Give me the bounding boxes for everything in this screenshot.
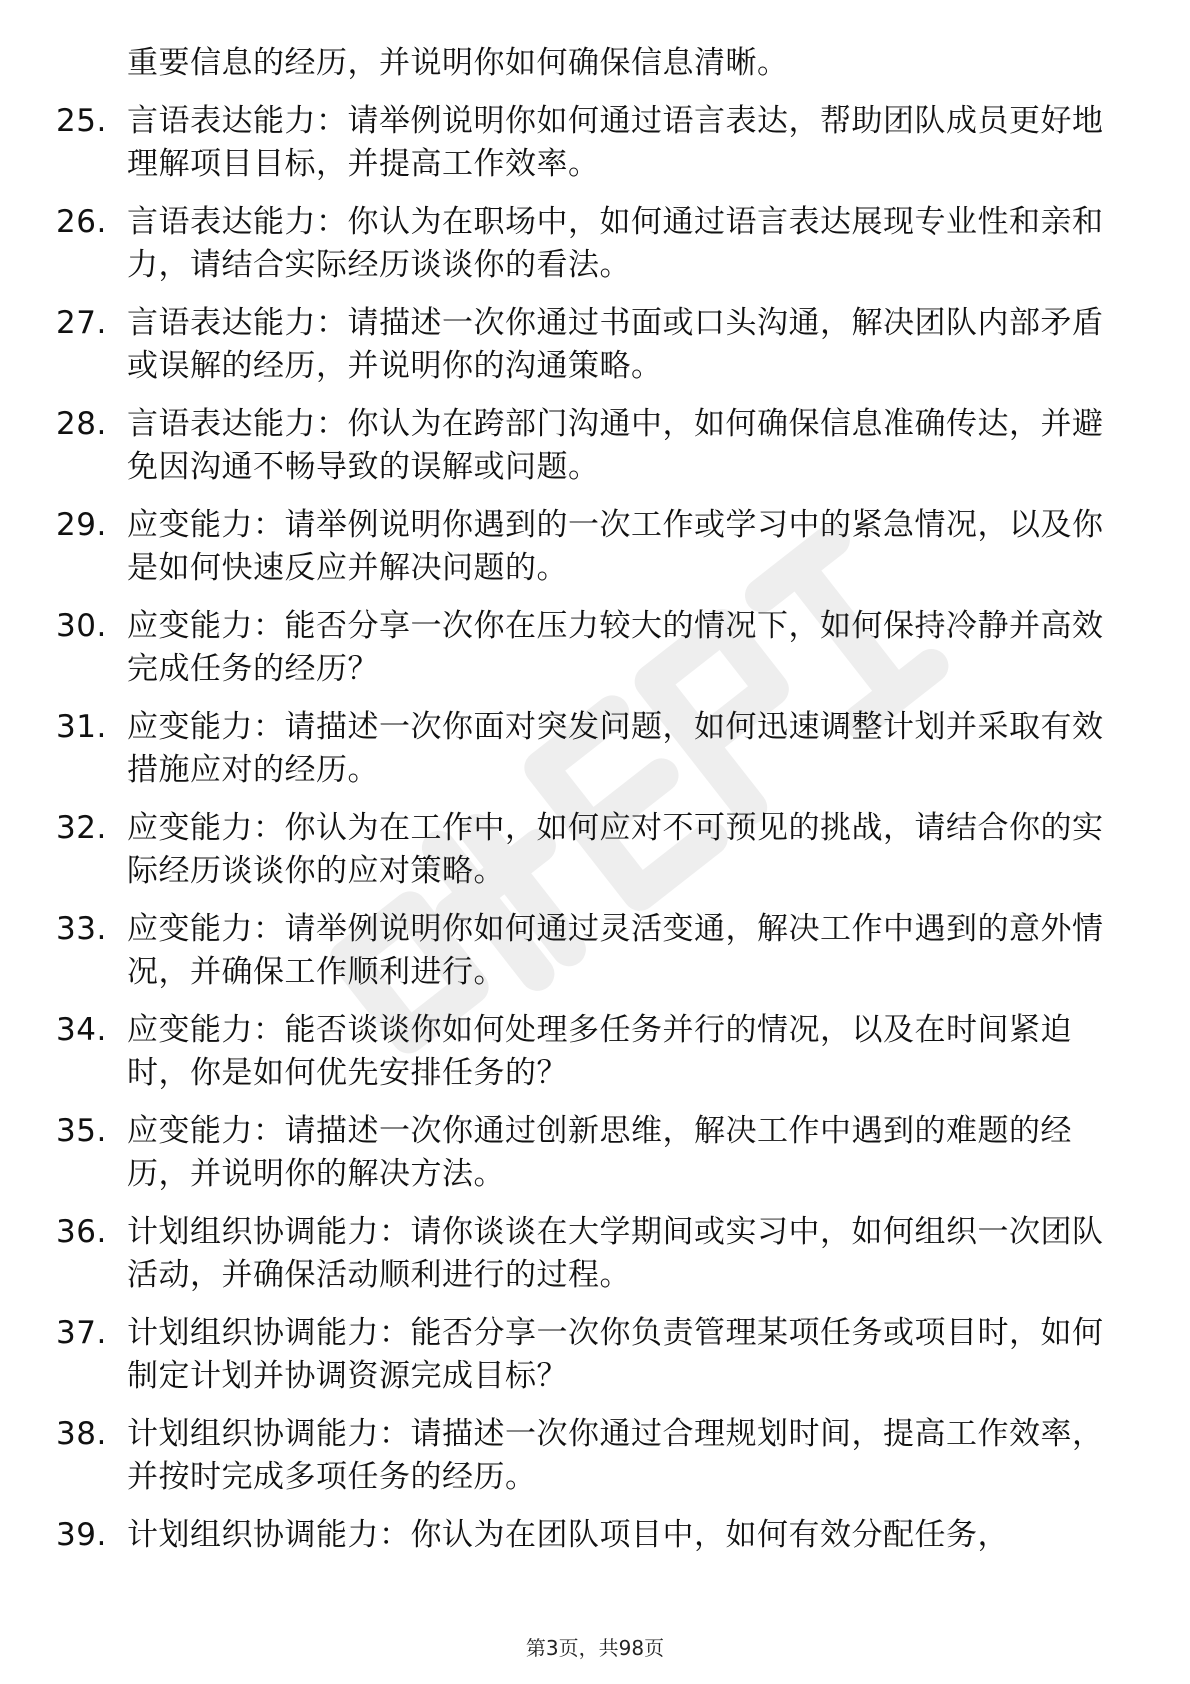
- item-number: 26.: [56, 204, 107, 240]
- item-number: 38.: [56, 1416, 107, 1452]
- item-text: 应变能力：请描述一次你面对突发问题，如何迅速调整计划并采取有效措施应对的经历。: [127, 709, 1104, 788]
- item-number: 28.: [56, 406, 107, 442]
- list-item: [0, 908, 1117, 994]
- item-text: 计划组织协调能力：请你谈谈在大学期间或实习中，如何组织一次团队活动，并确保活动顺利进行的过程。: [127, 1214, 1104, 1293]
- question-list: [0, 42, 1190, 1572]
- item-text: 言语表达能力：请举例说明你如何通过语言表达，帮助团队成员更好地理解项目目标，并提高工作效率。: [127, 103, 1104, 182]
- list-item: [0, 1312, 1117, 1398]
- list-item: [0, 403, 1117, 489]
- item-number: 25.: [56, 103, 107, 139]
- item-text: 应变能力：你认为在工作中，如何应对不可预见的挑战，请结合你的实际经历谈谈你的应对策略。: [127, 810, 1104, 889]
- item-number: 29.: [56, 507, 107, 543]
- list-item: [0, 807, 1117, 893]
- item-number: 30.: [56, 608, 107, 644]
- item-text: 应变能力：能否谈谈你如何处理多任务并行的情况，以及在时间紧迫时，你是如何优先安排任务的？: [127, 1012, 1072, 1091]
- page-footer: 第3页，共98页: [525, 1636, 665, 1660]
- item-text: 计划组织协调能力：请描述一次你通过合理规划时间，提高工作效率，并按时完成多项任务的经历。: [127, 1416, 1104, 1495]
- item-text: 应变能力：请描述一次你通过创新思维，解决工作中遇到的难题的经历，并说明你的解决方法。: [127, 1113, 1072, 1192]
- item-number: 39.: [56, 1517, 107, 1553]
- list-item: [0, 1110, 1117, 1196]
- item-number: 32.: [56, 810, 107, 846]
- item-number: 27.: [56, 305, 107, 341]
- item-number: 33.: [56, 911, 107, 947]
- list-item: [0, 302, 1117, 388]
- item-text: 应变能力：请举例说明你如何通过灵活变通，解决工作中遇到的意外情况，并确保工作顺利进行。: [127, 911, 1104, 990]
- item-number: 31.: [56, 709, 107, 745]
- list-item: [0, 1211, 1117, 1297]
- item-text: 言语表达能力：请描述一次你通过书面或口头沟通，解决团队内部矛盾或误解的经历，并说明你的沟通策略。: [127, 305, 1104, 384]
- item-text: 计划组织协调能力：你认为在团队项目中，如何有效分配任务，: [127, 1517, 1009, 1553]
- item-number: 34.: [56, 1012, 107, 1048]
- item-text: 言语表达能力：你认为在跨部门沟通中，如何确保信息准确传达，并避免因沟通不畅导致的误解或问题。: [127, 406, 1104, 485]
- list-item: [0, 605, 1117, 691]
- item-text: 言语表达能力：你认为在职场中，如何通过语言表达展现专业性和亲和力，请结合实际经历谈谈你的看法。: [127, 204, 1104, 283]
- list-item: [0, 1413, 1117, 1499]
- item-number: 35.: [56, 1113, 107, 1149]
- list-item: [0, 100, 1117, 186]
- continued-text: 重要信息的经历，并说明你如何确保信息清晰。: [127, 45, 789, 81]
- item-number: 36.: [56, 1214, 107, 1250]
- item-text: 计划组织协调能力：能否分享一次你负责管理某项任务或项目时，如何制定计划并协调资源完成目标？: [127, 1315, 1104, 1394]
- list-item: [0, 504, 1117, 590]
- item-text: 应变能力：请举例说明你遇到的一次工作或学习中的紧急情况，以及你是如何快速反应并解决问题的。: [127, 507, 1104, 586]
- list-item: [0, 201, 1117, 287]
- item-text: 应变能力：能否分享一次你在压力较大的情况下，如何保持冷静并高效完成任务的经历？: [127, 608, 1104, 687]
- list-item: [0, 1009, 1117, 1095]
- list-item: [0, 706, 1117, 792]
- list-item: [0, 1514, 1117, 1557]
- item-number: 37.: [56, 1315, 107, 1351]
